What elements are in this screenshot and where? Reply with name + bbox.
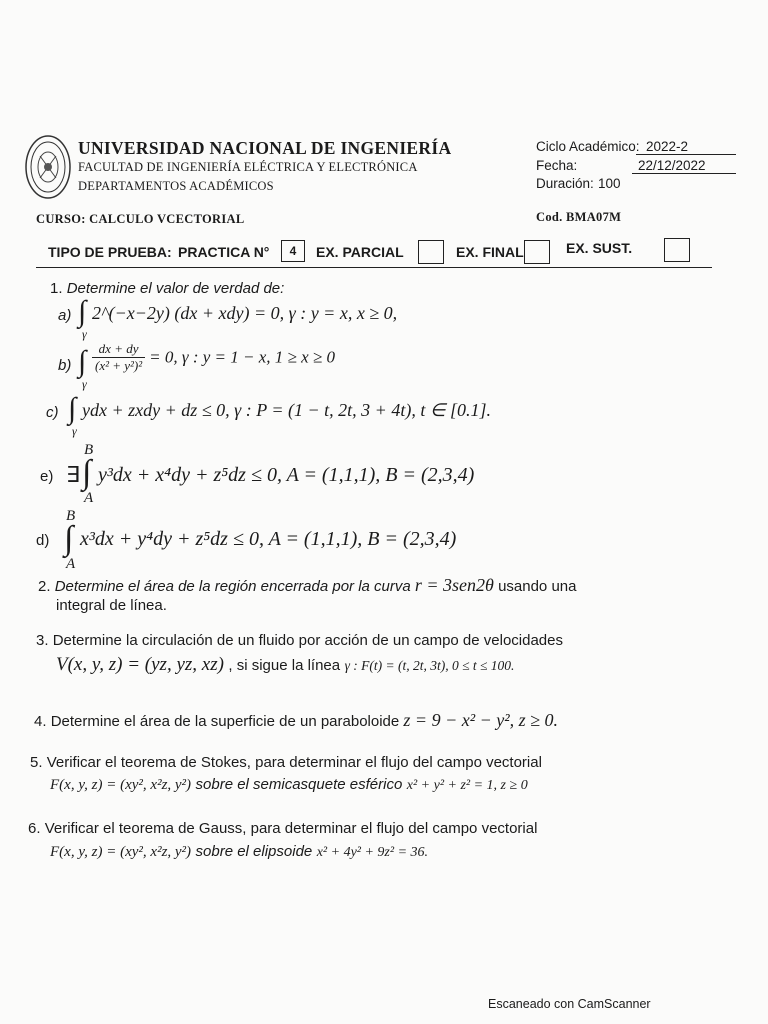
q3-formula2: γ : F(t) = (t, 2t, 3t), 0 ≤ t ≤ 100. [344, 658, 515, 673]
q1a-label: a) [58, 307, 72, 324]
q3-number: 3. [36, 632, 49, 649]
q4-number: 4. [34, 713, 47, 730]
q5-text: Verificar el teorema de Stokes, para determinar el flujo del campo vectorial [46, 754, 542, 771]
parcial-label: EX. PARCIAL [316, 244, 404, 260]
q1e-upper-limit: B [84, 442, 94, 458]
q1e-lower-limit: A [84, 490, 94, 506]
q1-item-b [58, 341, 478, 391]
q5-formula: F(x, y, z) = (xy², x²z, y²) [50, 777, 192, 793]
q6-text: Verificar el teorema de Gauss, para determinar el flujo del campo vectorial [44, 820, 538, 837]
q1c-label: c) [46, 404, 59, 421]
cycle-value: 2022-2 [636, 139, 736, 155]
question-4 [34, 710, 558, 731]
cycle-label: Ciclo Académico: [536, 139, 640, 154]
q1b-subscript: γ [82, 377, 87, 391]
q1d-label: d) [36, 532, 50, 549]
q1a-subscript: γ [82, 327, 87, 341]
q3-formula: V(x, y, z) = (yz, yz, xz) [56, 654, 224, 675]
q5-formula2: x² + y² + z² = 1, z ≥ 0 [406, 778, 528, 793]
q1-item-e [40, 442, 500, 506]
q1-item-a [58, 295, 478, 341]
scanner-watermark: Escaneado con CamScanner [488, 997, 651, 1011]
q1e-label: e) [40, 468, 54, 485]
question-6 [28, 820, 537, 837]
q1b-fraction [92, 341, 145, 374]
course-code: Cod. BMA07M [536, 210, 622, 224]
q2-number: 2. [38, 578, 51, 595]
cycle-row [536, 139, 689, 154]
q1-item-c [46, 394, 506, 438]
date-row [536, 158, 706, 173]
q2-text-after: usando una [498, 578, 577, 595]
duration-label: Duración: [536, 176, 594, 191]
q3-line2 [56, 654, 514, 676]
test-type-label: TIPO DE PRUEBA: [48, 244, 172, 260]
integral-sign-icon: ∫ [68, 392, 77, 425]
integral-sign-icon: ∫ [78, 295, 87, 328]
q1-item-d [36, 508, 496, 572]
q1b-label: b) [58, 357, 72, 374]
q1d-lower-limit: A [66, 556, 76, 572]
q6-text-mid: sobre el elipsoide [195, 843, 313, 860]
date-value: 22/12/2022 [632, 158, 736, 174]
date-label: Fecha: [536, 158, 578, 173]
q1-number: 1. [50, 280, 63, 297]
integral-sign-icon: ∫ [82, 454, 92, 491]
final-label: EX. FINAL [456, 244, 524, 260]
question-5 [30, 754, 542, 771]
course-title: CURSO: CALCULO VCECTORIAL [36, 212, 245, 226]
faculty-name: FACULTAD DE INGENIERÍA ELÉCTRICA Y ELECTRÓNICA [78, 160, 418, 174]
q1d-expression: x³dx + y⁴dy + z⁵dz ≤ 0, A = (1,1,1), B = (2,3,4) [80, 528, 457, 550]
q2-text-line2: integral de línea. [56, 597, 167, 614]
q4-text: Determine el área de la superficie de un paraboloide [50, 713, 400, 730]
q3-text: Determine la circulación de un fluido por acción de un campo de velocidades [52, 632, 563, 649]
q1c-subscript: γ [72, 424, 77, 438]
practica-number-box[interactable]: 4 [281, 240, 305, 262]
q6-formula2: x² + 4y² + 9z² = 36. [316, 845, 429, 860]
parcial-checkbox[interactable] [418, 240, 444, 264]
q1d-upper-limit: B [66, 508, 76, 524]
q1b-numerator: dx + dy [92, 341, 145, 358]
q1c-expression: ydx + zxdy + dz ≤ 0, γ : P = (1 − t, 2t, 3 + 4t), t ∈ [0.1]. [82, 400, 492, 420]
q1b-denominator: (x² + y²)² [95, 358, 143, 373]
q5-number: 5. [30, 754, 43, 771]
exists-symbol: ∃ [66, 462, 80, 487]
university-seal-icon [24, 134, 72, 200]
q5-line2 [50, 776, 528, 794]
header-divider [36, 267, 712, 268]
sust-label: EX. SUST. [566, 240, 633, 256]
q6-line2 [50, 843, 428, 861]
integral-sign-icon: ∫ [64, 520, 74, 557]
question-2 [38, 575, 576, 596]
practica-label: PRACTICA N° [178, 244, 270, 260]
integral-sign-icon: ∫ [78, 345, 87, 378]
q5-text-mid: sobre el semicasquete esférico [195, 776, 403, 793]
final-checkbox[interactable] [524, 240, 550, 264]
q1a-expression: 2^(−x−2y) (dx + xdy) = 0, γ : y = x, x ≥ 0, [92, 303, 398, 323]
q6-number: 6. [28, 820, 41, 837]
q1-text: Determine el valor de verdad de: [66, 280, 285, 297]
university-name: UNIVERSIDAD NACIONAL DE INGENIERÍA [78, 138, 452, 158]
duration-row [536, 176, 621, 191]
q3-text-mid: , si sigue la línea [228, 657, 341, 674]
q1b-rest: = 0, γ : y = 1 − x, 1 ≥ x ≥ 0 [149, 347, 335, 367]
department-name: DEPARTAMENTOS ACADÉMICOS [78, 179, 274, 193]
q4-formula: z = 9 − x² − y², z ≥ 0. [403, 710, 559, 730]
duration-value: 100 [598, 176, 621, 191]
q1e-expression: y³dx + x⁴dy + z⁵dz ≤ 0, A = (1,1,1), B = (2,3,4) [98, 464, 475, 486]
q6-formula: F(x, y, z) = (xy², x²z, y²) [50, 844, 192, 860]
sust-checkbox[interactable] [664, 238, 690, 262]
q2-formula: r = 3sen2θ [414, 575, 494, 595]
q2-text: Determine el área de la región encerrada por la curva [54, 578, 411, 595]
question-3 [36, 632, 563, 649]
